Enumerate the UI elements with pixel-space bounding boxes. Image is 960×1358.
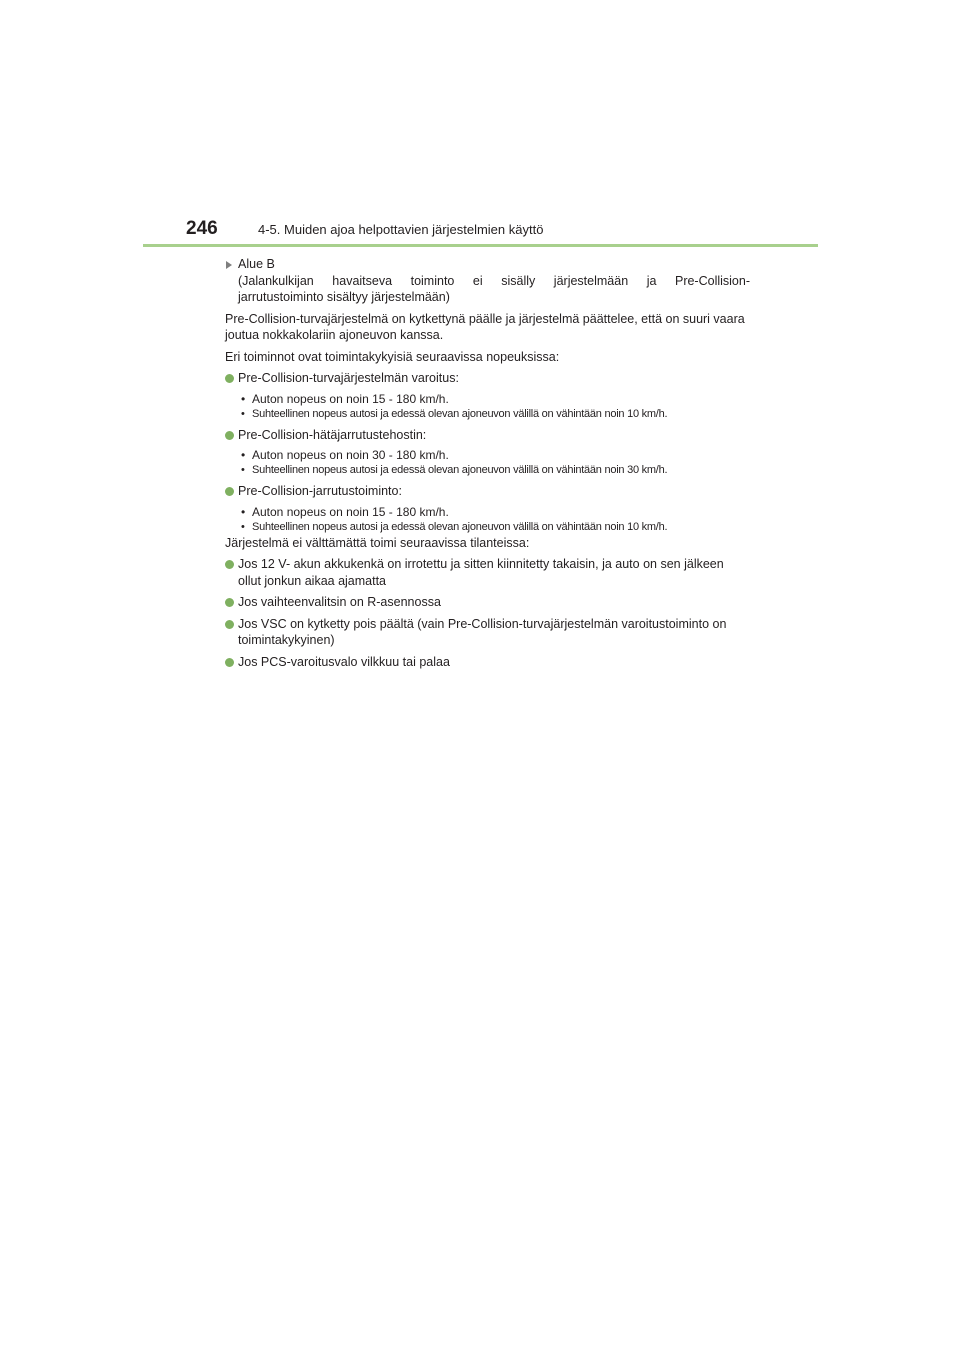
speed-text: Auton nopeus on noin 30 - 180 km/h. [252, 448, 449, 462]
area-title: Alue B [238, 257, 275, 271]
condition-text: Jos VSC on kytketty pois päältä (vain Pre-Collision-turvajärjestelmän varoitustoiminto on toimintakykyinen) [238, 616, 727, 647]
sub-item [225, 407, 750, 422]
header-rule [143, 244, 818, 247]
sub-item [225, 463, 750, 478]
area-description-line2: jarrutustoiminto sisältyy järjestelmään) [238, 290, 450, 304]
function-item [225, 370, 750, 387]
sub-bullet: • [241, 448, 246, 462]
relative-speed-text: Suhteellinen nopeus autosi ja edessä olevan ajoneuvon välillä on vähintään noin 10 km/h. [252, 407, 668, 420]
function-item [225, 427, 750, 444]
paragraph-condition: Pre-Collision-turvajärjestelmä on kytkettynä päälle ja järjestelmä päättelee, että on suuri vaara joutua nokkakolariin ajoneuvon kanssa. [225, 311, 745, 342]
bullet-icon [225, 374, 234, 383]
sub-bullet: • [241, 504, 246, 519]
function-item [225, 483, 750, 500]
bullet-icon [225, 431, 234, 440]
bullet-icon [225, 658, 234, 667]
sub-item [225, 448, 750, 463]
relative-speed-text: Suhteellinen nopeus autosi ja edessä olevan ajoneuvon välillä on vähintään noin 10 km/h. [252, 520, 668, 533]
page-number: 246 [186, 218, 218, 239]
function-title: Pre-Collision-turvajärjestelmän varoitus: [238, 371, 459, 385]
condition-text: Jos 12 V- akun akkukenkä on irrotettu ja sitten kiinnitetty takaisin, ja auto on sen jälkeen ollut jonkun aikaa ajamatta [238, 557, 724, 588]
condition-item [225, 556, 750, 589]
page-header [186, 218, 543, 240]
sub-bullet: • [241, 520, 245, 533]
area-item [225, 256, 750, 306]
condition-item [225, 616, 750, 649]
condition-text: Jos PCS-varoitusvalo vilkkuu tai palaa [238, 654, 450, 669]
relative-speed-text: Suhteellinen nopeus autosi ja edessä olevan ajoneuvon välillä on vähintään noin 30 km/h. [252, 464, 668, 476]
sub-item [225, 505, 750, 520]
paragraph-limitations-intro: Järjestelmä ei välttämättä toimi seuraavissa tilanteissa: [225, 535, 530, 550]
speed-text: Auton nopeus on noin 15 - 180 km/h. [252, 391, 449, 406]
page-content [225, 256, 750, 670]
sub-bullet: • [241, 464, 245, 476]
bullet-icon [225, 487, 234, 496]
paragraph-speeds-intro: Eri toiminnot ovat toimintakykyisiä seuraavissa nopeuksissa: [225, 349, 560, 364]
area-description-line1: (Jalankulkijan havaitseva toiminto ei sisälly järjestelmään ja Pre-Collision- [238, 273, 750, 288]
sub-item [225, 392, 750, 407]
arrow-icon [226, 261, 232, 269]
condition-item [225, 654, 750, 671]
function-title: Pre-Collision-hätäjarrutustehostin: [238, 427, 427, 442]
bullet-icon [225, 620, 234, 629]
sub-bullet: • [241, 407, 245, 420]
condition-item [225, 594, 750, 611]
bullet-icon [225, 598, 234, 607]
sub-bullet: • [241, 391, 246, 406]
function-title: Pre-Collision-jarrutustoiminto: [238, 484, 402, 498]
condition-text: Jos vaihteenvalitsin on R-asennossa [238, 595, 441, 609]
sub-item [225, 520, 750, 535]
bullet-icon [225, 560, 234, 569]
speed-text: Auton nopeus on noin 15 - 180 km/h. [252, 504, 449, 519]
section-title: 4-5. Muiden ajoa helpottavien järjestelmien käyttö [258, 222, 544, 237]
